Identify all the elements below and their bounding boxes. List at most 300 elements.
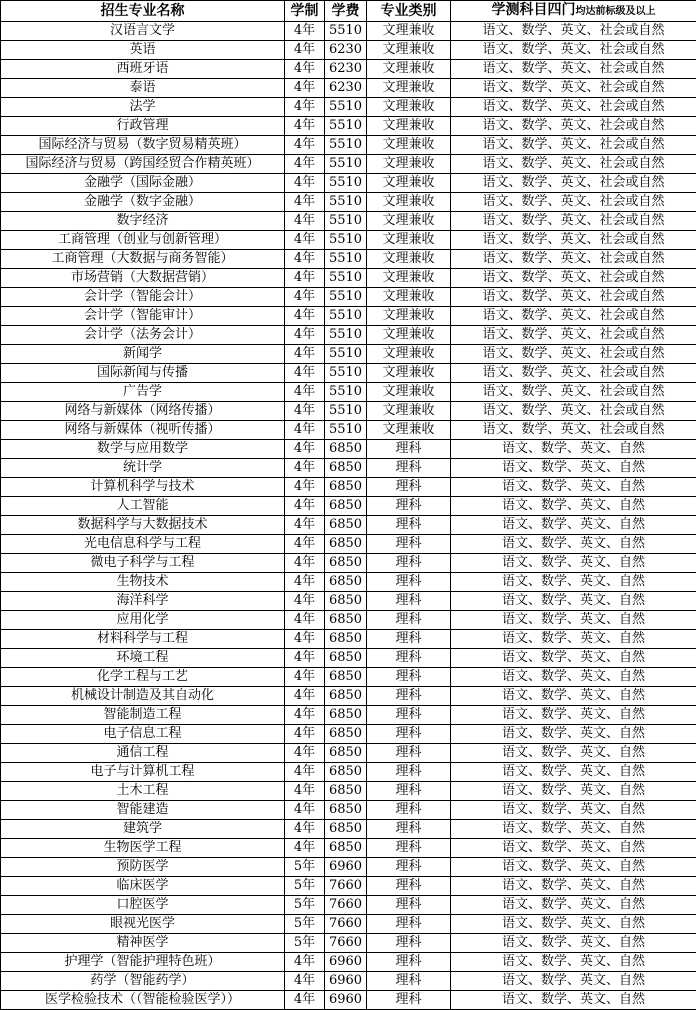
years-cell: 4年 bbox=[285, 41, 325, 60]
category-cell: 文理兼收 bbox=[367, 193, 451, 212]
major-name-cell: 泰语 bbox=[1, 79, 285, 98]
fee-cell: 6850 bbox=[325, 516, 367, 535]
table-row bbox=[1, 307, 696, 326]
major-name-cell: 市场营销（大数据营销） bbox=[1, 269, 285, 288]
fee-cell: 6850 bbox=[325, 459, 367, 478]
category-cell: 文理兼收 bbox=[367, 98, 451, 117]
category-cell: 理科 bbox=[367, 630, 451, 649]
years-cell: 4年 bbox=[285, 60, 325, 79]
category-cell: 文理兼收 bbox=[367, 364, 451, 383]
fee-cell: 6960 bbox=[325, 858, 367, 877]
category-cell: 理科 bbox=[367, 820, 451, 839]
category-cell: 理科 bbox=[367, 801, 451, 820]
major-name-cell: 预防医学 bbox=[1, 858, 285, 877]
major-name-cell: 西班牙语 bbox=[1, 60, 285, 79]
subjects-cell: 语文、数学、英文、社会或自然 bbox=[451, 98, 696, 117]
subjects-cell: 语文、数学、英文、自然 bbox=[451, 440, 696, 459]
years-cell: 4年 bbox=[285, 326, 325, 345]
major-name-cell: 智能制造工程 bbox=[1, 706, 285, 725]
fee-cell: 6850 bbox=[325, 573, 367, 592]
category-cell: 理科 bbox=[367, 839, 451, 858]
major-name-cell: 眼视光医学 bbox=[1, 915, 285, 934]
subjects-cell: 语文、数学、英文、社会或自然 bbox=[451, 41, 696, 60]
table-row bbox=[1, 174, 696, 193]
fee-cell: 7660 bbox=[325, 896, 367, 915]
major-name-cell: 光电信息科学与工程 bbox=[1, 535, 285, 554]
subjects-cell: 语文、数学、英文、社会或自然 bbox=[451, 402, 696, 421]
subjects-cell: 语文、数学、英文、自然 bbox=[451, 497, 696, 516]
subjects-cell: 语文、数学、英文、自然 bbox=[451, 554, 696, 573]
subjects-cell: 语文、数学、英文、自然 bbox=[451, 668, 696, 687]
table-row bbox=[1, 782, 696, 801]
years-cell: 4年 bbox=[285, 307, 325, 326]
fee-cell: 6960 bbox=[325, 991, 367, 1010]
subjects-cell: 语文、数学、英文、自然 bbox=[451, 953, 696, 972]
category-cell: 理科 bbox=[367, 953, 451, 972]
years-cell: 5年 bbox=[285, 896, 325, 915]
major-name-cell: 统计学 bbox=[1, 459, 285, 478]
fee-cell: 6850 bbox=[325, 706, 367, 725]
fee-cell: 5510 bbox=[325, 269, 367, 288]
category-cell: 理科 bbox=[367, 915, 451, 934]
table-row bbox=[1, 668, 696, 687]
fee-cell: 6850 bbox=[325, 782, 367, 801]
category-cell: 理科 bbox=[367, 972, 451, 991]
subjects-cell: 语文、数学、英文、自然 bbox=[451, 858, 696, 877]
table-row bbox=[1, 269, 696, 288]
subjects-cell: 语文、数学、英文、自然 bbox=[451, 896, 696, 915]
table-row bbox=[1, 725, 696, 744]
header-row bbox=[1, 1, 696, 22]
table-row bbox=[1, 478, 696, 497]
years-cell: 4年 bbox=[285, 516, 325, 535]
major-name-cell: 新闻学 bbox=[1, 345, 285, 364]
category-cell: 理科 bbox=[367, 611, 451, 630]
major-name-cell: 医学检验技术（（智能检验医学）） bbox=[1, 991, 285, 1010]
years-cell: 4年 bbox=[285, 402, 325, 421]
years-cell: 4年 bbox=[285, 630, 325, 649]
subjects-cell: 语文、数学、英文、自然 bbox=[451, 706, 696, 725]
major-name-cell: 建筑学 bbox=[1, 820, 285, 839]
subjects-cell: 语文、数学、英文、社会或自然 bbox=[451, 269, 696, 288]
major-name-cell: 国际经济与贸易（数字贸易精英班） bbox=[1, 136, 285, 155]
category-cell: 文理兼收 bbox=[367, 117, 451, 136]
years-cell: 4年 bbox=[285, 839, 325, 858]
fee-cell: 6230 bbox=[325, 60, 367, 79]
major-name-cell: 微电子科学与工程 bbox=[1, 554, 285, 573]
subjects-cell: 语文、数学、英文、自然 bbox=[451, 630, 696, 649]
category-cell: 理科 bbox=[367, 763, 451, 782]
fee-cell: 5510 bbox=[325, 117, 367, 136]
header-subjects-label: 学测科目四门 bbox=[491, 2, 576, 18]
fee-cell: 6850 bbox=[325, 554, 367, 573]
fee-cell: 6850 bbox=[325, 801, 367, 820]
category-cell: 理科 bbox=[367, 896, 451, 915]
category-cell: 文理兼收 bbox=[367, 212, 451, 231]
category-cell: 理科 bbox=[367, 573, 451, 592]
major-name-cell: 行政管理 bbox=[1, 117, 285, 136]
category-cell: 理科 bbox=[367, 744, 451, 763]
fee-cell: 6850 bbox=[325, 687, 367, 706]
table-row bbox=[1, 41, 696, 60]
category-cell: 文理兼收 bbox=[367, 421, 451, 440]
category-cell: 文理兼收 bbox=[367, 136, 451, 155]
years-cell: 4年 bbox=[285, 725, 325, 744]
table-row bbox=[1, 22, 696, 41]
table-row bbox=[1, 896, 696, 915]
header-fee: 学费 bbox=[325, 1, 367, 22]
major-name-cell: 工商管理（大数据与商务智能） bbox=[1, 250, 285, 269]
category-cell: 理科 bbox=[367, 440, 451, 459]
subjects-cell: 语文、数学、英文、自然 bbox=[451, 820, 696, 839]
major-name-cell: 土木工程 bbox=[1, 782, 285, 801]
years-cell: 4年 bbox=[285, 706, 325, 725]
table-row bbox=[1, 801, 696, 820]
header-name: 招生专业名称 bbox=[1, 1, 285, 22]
fee-cell: 5510 bbox=[325, 212, 367, 231]
category-cell: 文理兼收 bbox=[367, 60, 451, 79]
subjects-cell: 语文、数学、英文、自然 bbox=[451, 934, 696, 953]
table-row bbox=[1, 592, 696, 611]
fee-cell: 6230 bbox=[325, 79, 367, 98]
major-name-cell: 生物技术 bbox=[1, 573, 285, 592]
years-cell: 4年 bbox=[285, 117, 325, 136]
fee-cell: 6850 bbox=[325, 725, 367, 744]
subjects-cell: 语文、数学、英文、自然 bbox=[451, 725, 696, 744]
fee-cell: 6850 bbox=[325, 763, 367, 782]
category-cell: 理科 bbox=[367, 592, 451, 611]
category-cell: 文理兼收 bbox=[367, 345, 451, 364]
fee-cell: 5510 bbox=[325, 307, 367, 326]
fee-cell: 5510 bbox=[325, 364, 367, 383]
fee-cell: 6850 bbox=[325, 630, 367, 649]
years-cell: 4年 bbox=[285, 782, 325, 801]
header-subjects bbox=[451, 1, 696, 22]
category-cell: 文理兼收 bbox=[367, 383, 451, 402]
years-cell: 4年 bbox=[285, 383, 325, 402]
fee-cell: 7660 bbox=[325, 934, 367, 953]
years-cell: 4年 bbox=[285, 744, 325, 763]
category-cell: 理科 bbox=[367, 991, 451, 1010]
major-name-cell: 金融学（数字金融） bbox=[1, 193, 285, 212]
major-name-cell: 金融学（国际金融） bbox=[1, 174, 285, 193]
table-row bbox=[1, 953, 696, 972]
table-row bbox=[1, 687, 696, 706]
fee-cell: 6850 bbox=[325, 649, 367, 668]
subjects-cell: 语文、数学、英文、自然 bbox=[451, 782, 696, 801]
category-cell: 理科 bbox=[367, 877, 451, 896]
major-name-cell: 会计学（智能会计） bbox=[1, 288, 285, 307]
table-row bbox=[1, 250, 696, 269]
years-cell: 4年 bbox=[285, 611, 325, 630]
table-row bbox=[1, 820, 696, 839]
table-row bbox=[1, 136, 696, 155]
major-name-cell: 国际新闻与传播 bbox=[1, 364, 285, 383]
subjects-cell: 语文、数学、英文、社会或自然 bbox=[451, 364, 696, 383]
category-cell: 文理兼收 bbox=[367, 174, 451, 193]
table-row bbox=[1, 231, 696, 250]
years-cell: 4年 bbox=[285, 440, 325, 459]
header-subjects-note: 均达前标级及以上 bbox=[575, 6, 656, 17]
subjects-cell: 语文、数学、英文、自然 bbox=[451, 763, 696, 782]
major-name-cell: 临床医学 bbox=[1, 877, 285, 896]
subjects-cell: 语文、数学、英文、社会或自然 bbox=[451, 231, 696, 250]
major-name-cell: 英语 bbox=[1, 41, 285, 60]
table-row bbox=[1, 212, 696, 231]
years-cell: 5年 bbox=[285, 934, 325, 953]
subjects-cell: 语文、数学、英文、社会或自然 bbox=[451, 136, 696, 155]
fee-cell: 7660 bbox=[325, 877, 367, 896]
category-cell: 文理兼收 bbox=[367, 79, 451, 98]
fee-cell: 5510 bbox=[325, 98, 367, 117]
major-name-cell: 数字经济 bbox=[1, 212, 285, 231]
years-cell: 4年 bbox=[285, 459, 325, 478]
table-row bbox=[1, 288, 696, 307]
major-name-cell: 网络与新媒体（网络传播） bbox=[1, 402, 285, 421]
years-cell: 4年 bbox=[285, 972, 325, 991]
table-row bbox=[1, 98, 696, 117]
table-row bbox=[1, 630, 696, 649]
major-name-cell: 生物医学工程 bbox=[1, 839, 285, 858]
fee-cell: 5510 bbox=[325, 250, 367, 269]
table-row bbox=[1, 421, 696, 440]
fee-cell: 5510 bbox=[325, 155, 367, 174]
major-name-cell: 计算机科学与技术 bbox=[1, 478, 285, 497]
years-cell: 4年 bbox=[285, 763, 325, 782]
subjects-cell: 语文、数学、英文、自然 bbox=[451, 687, 696, 706]
years-cell: 4年 bbox=[285, 649, 325, 668]
subjects-cell: 语文、数学、英文、社会或自然 bbox=[451, 174, 696, 193]
table-row bbox=[1, 877, 696, 896]
years-cell: 4年 bbox=[285, 953, 325, 972]
fee-cell: 6850 bbox=[325, 440, 367, 459]
years-cell: 4年 bbox=[285, 136, 325, 155]
years-cell: 4年 bbox=[285, 79, 325, 98]
subjects-cell: 语文、数学、英文、自然 bbox=[451, 877, 696, 896]
table-row bbox=[1, 155, 696, 174]
years-cell: 5年 bbox=[285, 877, 325, 896]
header-category: 专业类别 bbox=[367, 1, 451, 22]
category-cell: 理科 bbox=[367, 725, 451, 744]
table-row bbox=[1, 117, 696, 136]
subjects-cell: 语文、数学、英文、社会或自然 bbox=[451, 193, 696, 212]
subjects-cell: 语文、数学、英文、社会或自然 bbox=[451, 79, 696, 98]
fee-cell: 6850 bbox=[325, 611, 367, 630]
category-cell: 理科 bbox=[367, 687, 451, 706]
category-cell: 文理兼收 bbox=[367, 402, 451, 421]
major-name-cell: 广告学 bbox=[1, 383, 285, 402]
major-name-cell: 环境工程 bbox=[1, 649, 285, 668]
major-name-cell: 法学 bbox=[1, 98, 285, 117]
table-row bbox=[1, 516, 696, 535]
category-cell: 理科 bbox=[367, 516, 451, 535]
fee-cell: 5510 bbox=[325, 326, 367, 345]
years-cell: 4年 bbox=[285, 193, 325, 212]
subjects-cell: 语文、数学、英文、自然 bbox=[451, 991, 696, 1010]
table-row bbox=[1, 383, 696, 402]
subjects-cell: 语文、数学、英文、社会或自然 bbox=[451, 155, 696, 174]
major-name-cell: 海洋科学 bbox=[1, 592, 285, 611]
major-name-cell: 智能建造 bbox=[1, 801, 285, 820]
years-cell: 4年 bbox=[285, 421, 325, 440]
table-row bbox=[1, 459, 696, 478]
major-name-cell: 应用化学 bbox=[1, 611, 285, 630]
category-cell: 文理兼收 bbox=[367, 155, 451, 174]
subjects-cell: 语文、数学、英文、自然 bbox=[451, 478, 696, 497]
fee-cell: 6850 bbox=[325, 497, 367, 516]
years-cell: 4年 bbox=[285, 668, 325, 687]
category-cell: 理科 bbox=[367, 459, 451, 478]
table-row bbox=[1, 839, 696, 858]
subjects-cell: 语文、数学、英文、自然 bbox=[451, 839, 696, 858]
subjects-cell: 语文、数学、英文、社会或自然 bbox=[451, 22, 696, 41]
years-cell: 4年 bbox=[285, 820, 325, 839]
subjects-cell: 语文、数学、英文、自然 bbox=[451, 801, 696, 820]
major-name-cell: 人工智能 bbox=[1, 497, 285, 516]
table-row bbox=[1, 744, 696, 763]
category-cell: 理科 bbox=[367, 858, 451, 877]
table-row bbox=[1, 554, 696, 573]
table-row bbox=[1, 573, 696, 592]
category-cell: 文理兼收 bbox=[367, 22, 451, 41]
major-name-cell: 汉语言文学 bbox=[1, 22, 285, 41]
major-name-cell: 护理学（智能护理特色班） bbox=[1, 953, 285, 972]
subjects-cell: 语文、数学、英文、社会或自然 bbox=[451, 326, 696, 345]
subjects-cell: 语文、数学、英文、社会或自然 bbox=[451, 307, 696, 326]
major-name-cell: 机械设计制造及其自动化 bbox=[1, 687, 285, 706]
table-row bbox=[1, 440, 696, 459]
fee-cell: 6850 bbox=[325, 478, 367, 497]
years-cell: 4年 bbox=[285, 554, 325, 573]
subjects-cell: 语文、数学、英文、自然 bbox=[451, 649, 696, 668]
subjects-cell: 语文、数学、英文、社会或自然 bbox=[451, 288, 696, 307]
table-row bbox=[1, 326, 696, 345]
major-name-cell: 精神医学 bbox=[1, 934, 285, 953]
category-cell: 文理兼收 bbox=[367, 41, 451, 60]
fee-cell: 5510 bbox=[325, 288, 367, 307]
years-cell: 5年 bbox=[285, 858, 325, 877]
fee-cell: 6960 bbox=[325, 953, 367, 972]
category-cell: 理科 bbox=[367, 497, 451, 516]
table-row bbox=[1, 991, 696, 1010]
years-cell: 4年 bbox=[285, 991, 325, 1010]
table-body bbox=[1, 22, 696, 1010]
major-name-cell: 会计学（智能审计） bbox=[1, 307, 285, 326]
fee-cell: 5510 bbox=[325, 402, 367, 421]
years-cell: 4年 bbox=[285, 535, 325, 554]
major-name-cell: 电子与计算机工程 bbox=[1, 763, 285, 782]
subjects-cell: 语文、数学、英文、社会或自然 bbox=[451, 60, 696, 79]
table-row bbox=[1, 763, 696, 782]
subjects-cell: 语文、数学、英文、社会或自然 bbox=[451, 117, 696, 136]
subjects-cell: 语文、数学、英文、社会或自然 bbox=[451, 383, 696, 402]
subjects-cell: 语文、数学、英文、社会或自然 bbox=[451, 345, 696, 364]
subjects-cell: 语文、数学、英文、社会或自然 bbox=[451, 250, 696, 269]
table-row bbox=[1, 497, 696, 516]
years-cell: 5年 bbox=[285, 915, 325, 934]
fee-cell: 6850 bbox=[325, 668, 367, 687]
fee-cell: 6850 bbox=[325, 839, 367, 858]
years-cell: 4年 bbox=[285, 801, 325, 820]
category-cell: 理科 bbox=[367, 782, 451, 801]
subjects-cell: 语文、数学、英文、自然 bbox=[451, 972, 696, 991]
major-name-cell: 工商管理（创业与创新管理） bbox=[1, 231, 285, 250]
fee-cell: 6850 bbox=[325, 820, 367, 839]
table-row bbox=[1, 364, 696, 383]
subjects-cell: 语文、数学、英文、自然 bbox=[451, 516, 696, 535]
fee-cell: 6850 bbox=[325, 535, 367, 554]
category-cell: 文理兼收 bbox=[367, 326, 451, 345]
major-name-cell: 口腔医学 bbox=[1, 896, 285, 915]
table-row bbox=[1, 611, 696, 630]
years-cell: 4年 bbox=[285, 573, 325, 592]
major-name-cell: 电子信息工程 bbox=[1, 725, 285, 744]
years-cell: 4年 bbox=[285, 22, 325, 41]
table-row bbox=[1, 706, 696, 725]
subjects-cell: 语文、数学、英文、自然 bbox=[451, 744, 696, 763]
years-cell: 4年 bbox=[285, 497, 325, 516]
fee-cell: 5510 bbox=[325, 231, 367, 250]
category-cell: 理科 bbox=[367, 535, 451, 554]
years-cell: 4年 bbox=[285, 592, 325, 611]
fee-cell: 5510 bbox=[325, 421, 367, 440]
table-header bbox=[1, 1, 696, 22]
major-name-cell: 数据科学与大数据技术 bbox=[1, 516, 285, 535]
category-cell: 理科 bbox=[367, 706, 451, 725]
major-name-cell: 药学（智能药学） bbox=[1, 972, 285, 991]
major-name-cell: 网络与新媒体（视听传播） bbox=[1, 421, 285, 440]
major-name-cell: 数学与应用数学 bbox=[1, 440, 285, 459]
fee-cell: 5510 bbox=[325, 345, 367, 364]
fee-cell: 6960 bbox=[325, 972, 367, 991]
fee-cell: 5510 bbox=[325, 22, 367, 41]
subjects-cell: 语文、数学、英文、自然 bbox=[451, 915, 696, 934]
subjects-cell: 语文、数学、英文、社会或自然 bbox=[451, 421, 696, 440]
table-row bbox=[1, 915, 696, 934]
years-cell: 4年 bbox=[285, 174, 325, 193]
years-cell: 4年 bbox=[285, 364, 325, 383]
years-cell: 4年 bbox=[285, 231, 325, 250]
category-cell: 文理兼收 bbox=[367, 269, 451, 288]
years-cell: 4年 bbox=[285, 98, 325, 117]
table-row bbox=[1, 345, 696, 364]
subjects-cell: 语文、数学、英文、自然 bbox=[451, 535, 696, 554]
fee-cell: 5510 bbox=[325, 383, 367, 402]
subjects-cell: 语文、数学、英文、自然 bbox=[451, 592, 696, 611]
subjects-cell: 语文、数学、英文、自然 bbox=[451, 611, 696, 630]
major-name-cell: 材料科学与工程 bbox=[1, 630, 285, 649]
fee-cell: 6850 bbox=[325, 744, 367, 763]
fee-cell: 6230 bbox=[325, 41, 367, 60]
fee-cell: 6850 bbox=[325, 592, 367, 611]
years-cell: 4年 bbox=[285, 478, 325, 497]
major-name-cell: 通信工程 bbox=[1, 744, 285, 763]
table-row bbox=[1, 649, 696, 668]
category-cell: 文理兼收 bbox=[367, 288, 451, 307]
years-cell: 4年 bbox=[285, 212, 325, 231]
category-cell: 理科 bbox=[367, 649, 451, 668]
fee-cell: 5510 bbox=[325, 174, 367, 193]
fee-cell: 7660 bbox=[325, 915, 367, 934]
years-cell: 4年 bbox=[285, 288, 325, 307]
fee-cell: 5510 bbox=[325, 193, 367, 212]
years-cell: 4年 bbox=[285, 269, 325, 288]
category-cell: 理科 bbox=[367, 668, 451, 687]
years-cell: 4年 bbox=[285, 687, 325, 706]
category-cell: 文理兼收 bbox=[367, 231, 451, 250]
header-years: 学制 bbox=[285, 1, 325, 22]
subjects-cell: 语文、数学、英文、自然 bbox=[451, 573, 696, 592]
